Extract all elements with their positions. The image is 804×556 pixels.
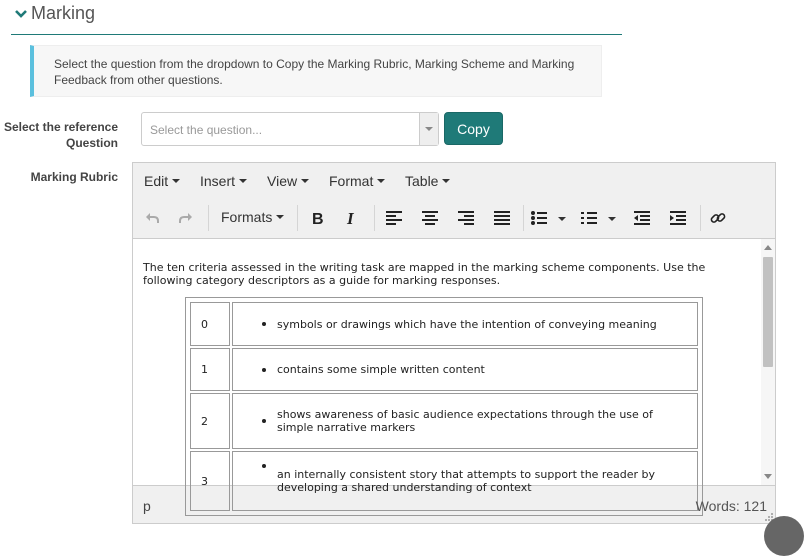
scroll-thumb[interactable] bbox=[763, 257, 773, 367]
table-row bbox=[190, 393, 698, 449]
link-icon[interactable] bbox=[705, 207, 731, 229]
score-cell: 2 bbox=[190, 393, 230, 449]
editor-content-area[interactable] bbox=[133, 238, 775, 494]
rubric-table bbox=[185, 297, 703, 516]
descriptor-cell bbox=[232, 302, 698, 346]
dropdown-arrow-icon[interactable] bbox=[419, 113, 438, 145]
copy-button[interactable]: Copy bbox=[444, 112, 503, 145]
editor-menubar bbox=[133, 163, 775, 197]
descriptor-cell bbox=[232, 348, 698, 391]
descriptor-text: an internally consistent story that attempts to support the reader by developing a shared understanding of context bbox=[277, 468, 655, 494]
bullet-list-icon[interactable] bbox=[529, 207, 569, 229]
align-justify-icon[interactable] bbox=[489, 207, 515, 229]
content-scrollbar[interactable] bbox=[761, 239, 775, 485]
menu-format-label: Format bbox=[329, 173, 374, 189]
score-cell: 3 bbox=[190, 451, 230, 511]
table-row bbox=[190, 348, 698, 391]
marking-section-header[interactable] bbox=[14, 3, 95, 24]
section-divider bbox=[11, 34, 622, 35]
menu-format[interactable] bbox=[329, 173, 385, 189]
info-text: Select the question from the dropdown to Copy the Marking Rubric, Marking Scheme and Marking Feedback from other questions. bbox=[54, 57, 575, 87]
menu-edit-label: Edit bbox=[144, 173, 169, 189]
bold-icon[interactable] bbox=[304, 207, 330, 229]
outdent-icon[interactable] bbox=[629, 207, 655, 229]
toolbar-separator bbox=[374, 205, 375, 231]
menu-view-label: View bbox=[267, 173, 298, 189]
reference-label-line2: Question bbox=[65, 136, 118, 150]
toolbar-separator bbox=[523, 205, 524, 231]
descriptor-text: contains some simple written content bbox=[277, 363, 485, 376]
align-right-icon[interactable] bbox=[453, 207, 479, 229]
rubric-intro-text: The ten criteria assessed in the writing task are mapped in the marking scheme components. Use the following category descriptors as a guide for marking responses. bbox=[143, 261, 706, 287]
menu-insert-label: Insert bbox=[200, 173, 236, 189]
scroll-up-icon[interactable] bbox=[764, 245, 772, 250]
marking-rubric-label: Marking Rubric bbox=[30, 170, 118, 184]
menu-table-label: Table bbox=[405, 173, 439, 189]
scroll-down-icon[interactable] bbox=[764, 474, 772, 479]
numbered-list-icon[interactable] bbox=[579, 207, 619, 229]
table-row bbox=[190, 302, 698, 346]
toolbar-separator bbox=[700, 205, 701, 231]
undo-icon[interactable] bbox=[139, 207, 165, 229]
menu-view[interactable] bbox=[267, 173, 309, 189]
reference-label-line1: Select the reference bbox=[3, 120, 118, 134]
reference-question-label bbox=[0, 119, 118, 151]
italic-icon[interactable] bbox=[339, 207, 365, 229]
score-cell: 1 bbox=[190, 348, 230, 391]
info-callout bbox=[30, 45, 602, 97]
chevron-down-icon bbox=[14, 7, 28, 21]
toolbar-separator bbox=[297, 205, 298, 231]
descriptor-text: shows awareness of basic audience expectations through the use of simple narrative markers bbox=[277, 408, 653, 434]
menu-table[interactable] bbox=[405, 173, 450, 189]
svg-text:B: B bbox=[312, 211, 324, 228]
score-cell: 0 bbox=[190, 302, 230, 346]
formats-label: Formats bbox=[221, 209, 273, 225]
select-placeholder: Select the question... bbox=[150, 123, 263, 137]
help-widget-icon[interactable] bbox=[764, 516, 804, 556]
menu-edit[interactable] bbox=[144, 173, 180, 189]
svg-text:I: I bbox=[347, 209, 354, 228]
descriptor-text: symbols or drawings which have the intention of conveying meaning bbox=[277, 317, 657, 331]
redo-icon[interactable] bbox=[173, 207, 199, 229]
reference-question-select[interactable] bbox=[141, 112, 439, 146]
rich-text-editor bbox=[132, 162, 776, 524]
indent-icon[interactable] bbox=[665, 207, 691, 229]
section-title: Marking bbox=[31, 3, 96, 23]
menu-insert[interactable] bbox=[200, 173, 247, 189]
formats-dropdown[interactable] bbox=[221, 209, 284, 225]
align-left-icon[interactable] bbox=[381, 207, 407, 229]
descriptor-cell bbox=[232, 393, 698, 449]
word-count: Words: 121 bbox=[695, 498, 767, 514]
toolbar-separator bbox=[208, 205, 209, 231]
element-path[interactable]: p bbox=[143, 498, 151, 514]
editor-statusbar bbox=[133, 487, 775, 523]
align-center-icon[interactable] bbox=[417, 207, 443, 229]
